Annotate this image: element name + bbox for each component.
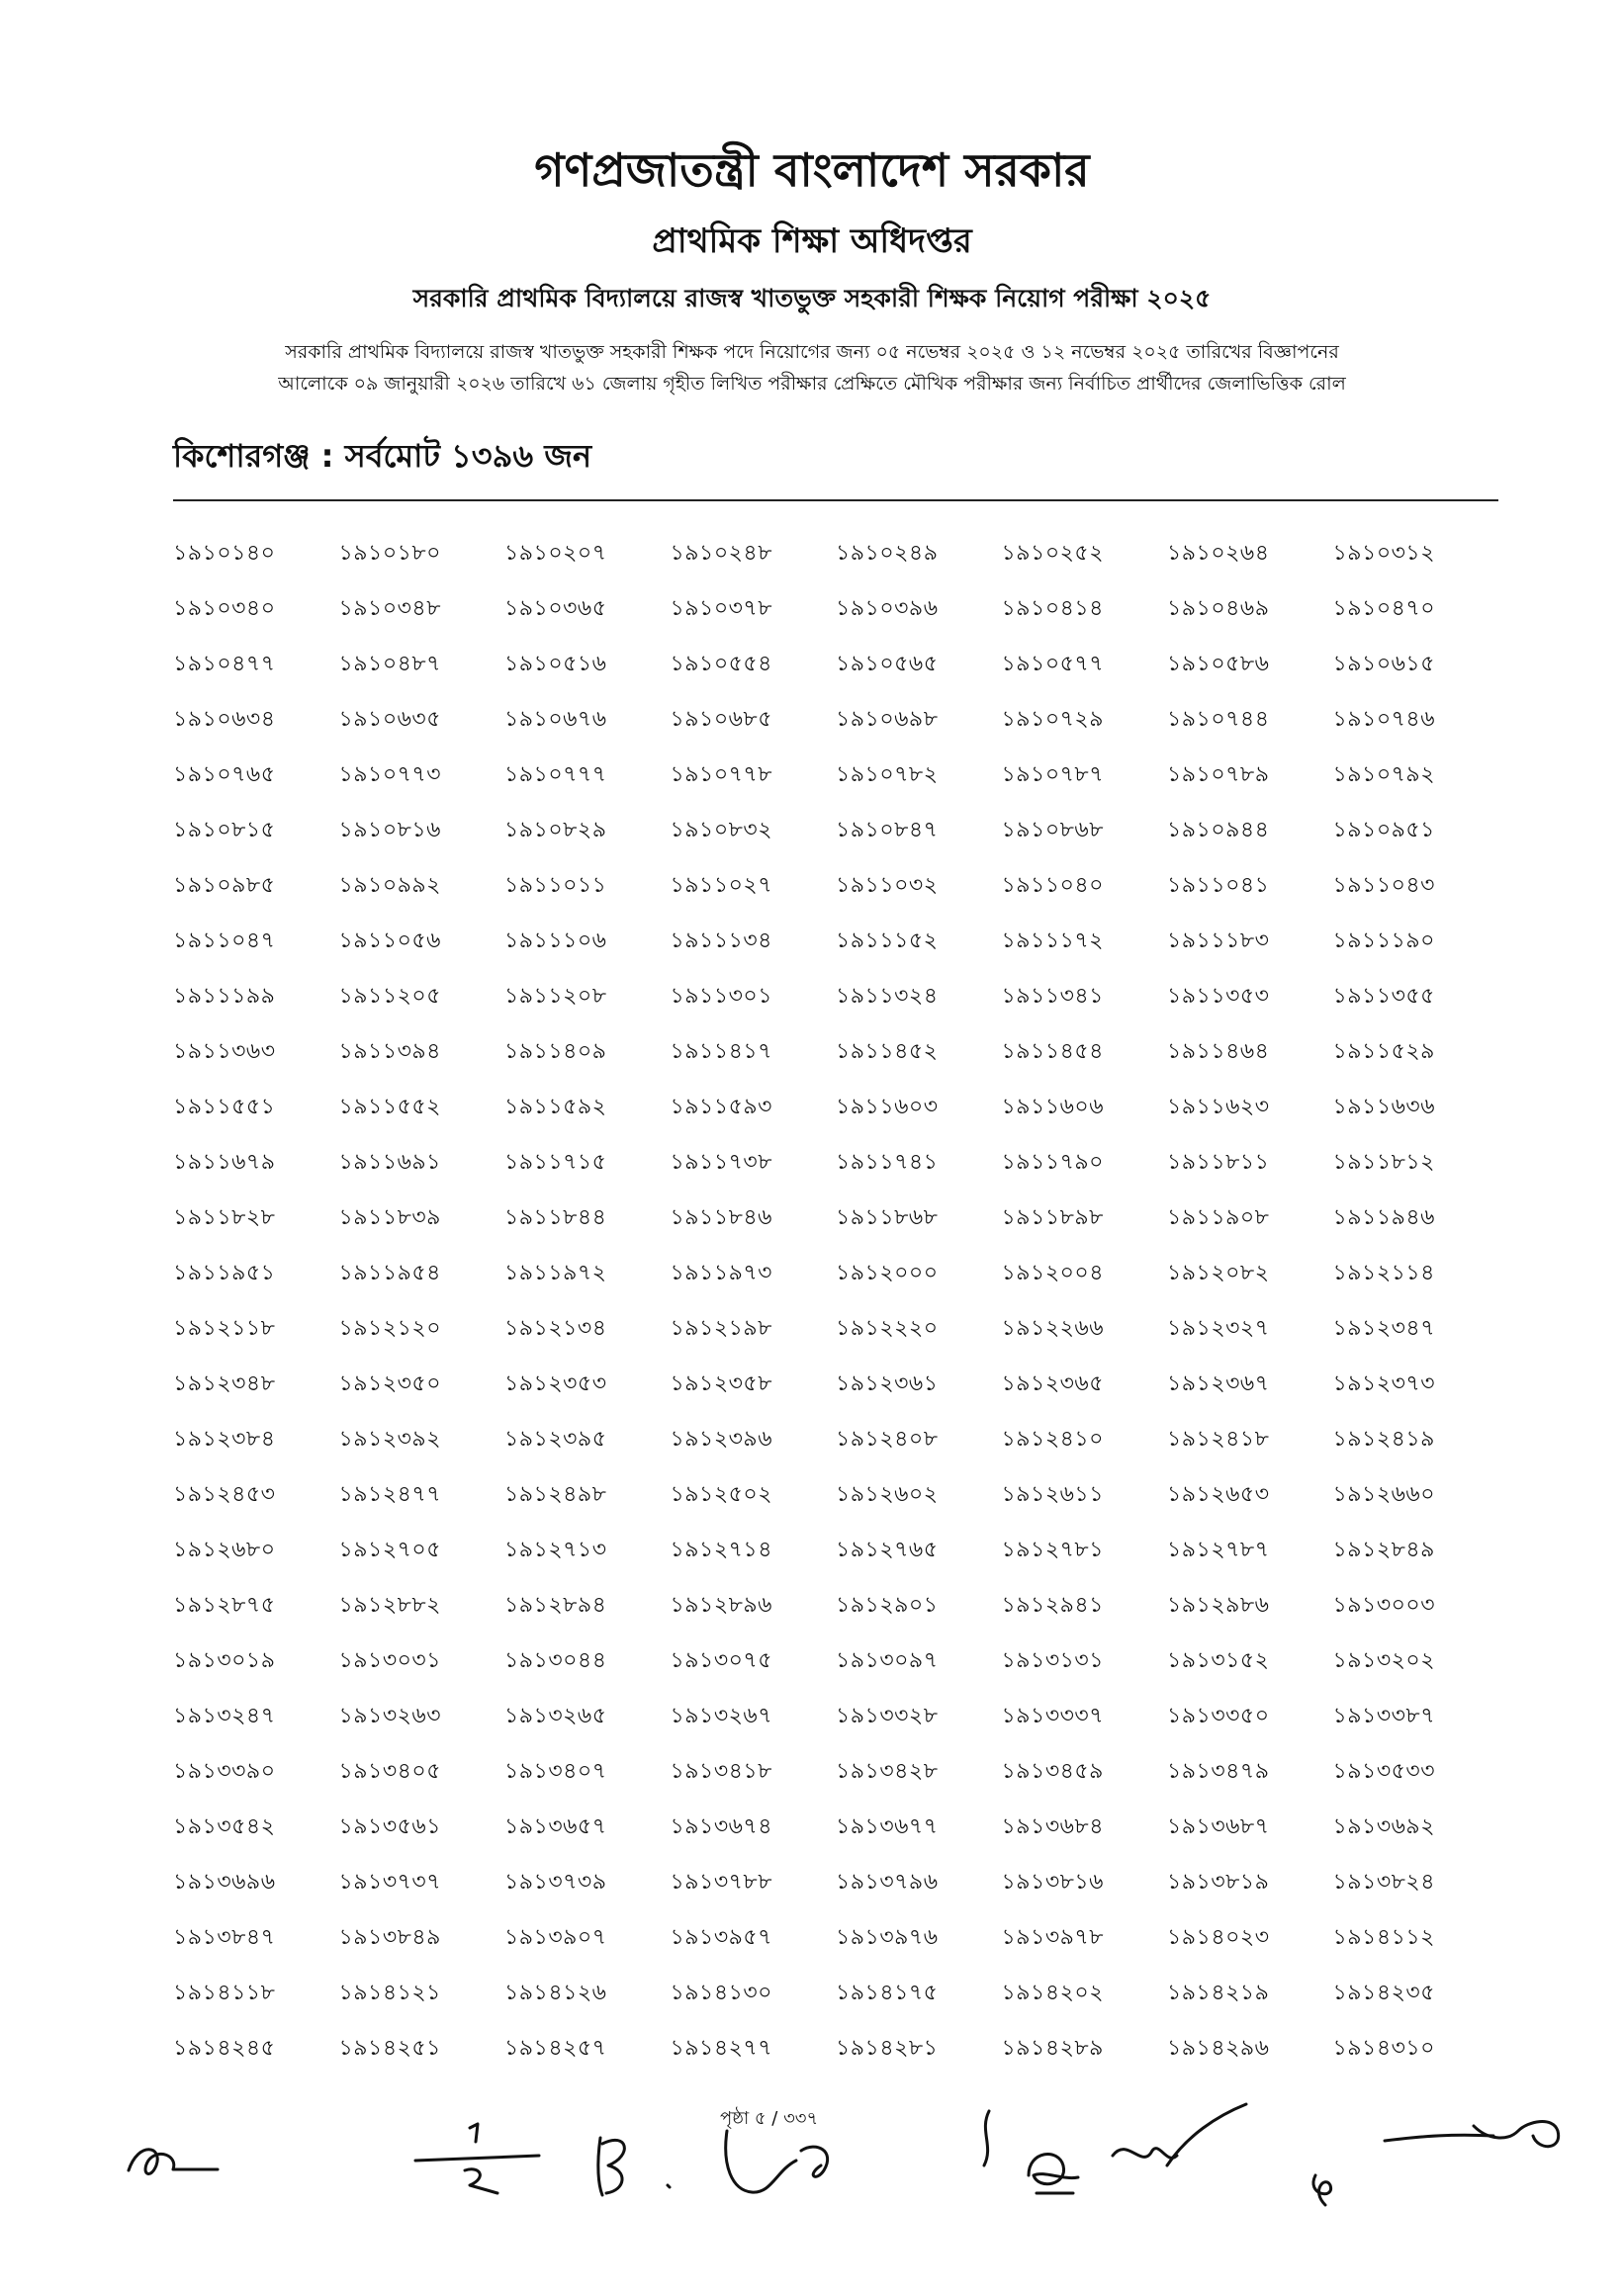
roll-number: ১৯১০১৪০ [173,541,276,566]
roll-number: ১৯১০৩৭৮ [670,596,773,621]
roll-number: ১৯১৩৭৩৯ [504,1870,607,1895]
roll-number: ১৯১২৩৭৩ [1332,1371,1436,1396]
roll-number: ১৯১২৬৫৩ [1167,1482,1270,1507]
roll-number: ১৯১৩৬৫৭ [504,1814,607,1839]
roll-number: ১৯১১৪০৯ [504,1039,607,1064]
roll-number: ১৯১৩০৩১ [338,1648,442,1673]
roll-number: ১৯১১১৯০ [1332,928,1435,953]
roll-number: ১৯১৪১৩০ [670,1981,772,2005]
roll-number: ১৯১৩৩৩৭ [1001,1704,1105,1728]
roll-number: ১৯১১৯৫১ [173,1261,276,1285]
roll-number: ১৯১১৬৯১ [338,1150,441,1175]
roll-number: ১৯১২৭০৫ [338,1538,442,1562]
roll-number: ১৯১৪১১২ [1332,1925,1435,1950]
roll-number: ১৯১২৫০২ [670,1482,773,1507]
roll-number: ১৯১২৭৮১ [1001,1538,1104,1562]
roll-number: ১৯১০৮৬৮ [1001,818,1104,842]
roll-number: ১৯১০৭৪৪ [1167,707,1270,732]
signature-6 [1019,2136,1088,2205]
roll-number: ১৯১১১৯৯ [173,984,276,1009]
roll-number: ১৯১৩৮১৬ [1001,1870,1104,1895]
roll-number: ১৯১১৫২৯ [1332,1039,1435,1064]
roll-number: ১৯১১৮১২ [1332,1150,1435,1175]
roll-number: ১৯১১৩৯৪ [338,1039,441,1064]
roll-number: ১৯১০৫৮৬ [1167,652,1270,676]
roll-number: ১৯১২৯৮৬ [1167,1593,1270,1618]
heading-divider [173,499,1498,501]
roll-number: ১৯১১৮২৮ [173,1205,276,1230]
roll-number: ১৯১৩৮৪৯ [338,1925,441,1950]
roll-number: ১৯১৩৭৩৭ [338,1870,442,1895]
roll-number: ১৯১২৩৮৪ [173,1427,276,1452]
roll-number: ১৯১২৩৯৬ [670,1427,773,1452]
roll-number: ১৯১২৮৮২ [338,1593,441,1618]
roll-number: ১৯১২০০০ [836,1261,939,1285]
roll-number: ১৯১৪২৮১ [836,2036,939,2061]
roll-number: ১৯১৩২০২ [1332,1648,1436,1673]
roll-number: ১৯১১৩৪১ [1001,984,1104,1009]
roll-number: ১৯১৪২৯৬ [1167,2036,1270,2061]
roll-number: ১৯১১৭১৫ [504,1150,607,1175]
roll-number: ১৯১১৯৪৬ [1332,1205,1435,1230]
roll-number: ১৯১০৭৮২ [836,762,939,787]
roll-number: ১৯১২৪১০ [1001,1427,1104,1452]
roll-number: ১৯১১০৪৩ [1332,873,1435,898]
roll-number: ১৯১৩৪০৫ [338,1759,441,1784]
roll-number: ১৯১২৩৫৮ [670,1371,772,1396]
roll-number: ১৯১০৭৭৩ [338,762,442,787]
roll-number: ১৯১২৩৪৭ [1332,1316,1436,1341]
roll-number: ১৯১৩১৫২ [1167,1648,1270,1673]
roll-number: ১৯১৩৫৪২ [173,1814,276,1839]
roll-number: ১৯১২১৩৪ [504,1316,607,1341]
roll-number: ১৯১২৪১৮ [1167,1427,1270,1452]
signature-4 [707,2121,865,2210]
roll-number: ১৯১২২২০ [836,1316,939,1341]
roll-number: ১৯১৪২৮৯ [1001,2036,1104,2061]
roll-number: ১৯১১৭৩৮ [670,1150,772,1175]
roll-number: ১৯১০৩৪৮ [338,596,441,621]
roll-number: ১৯১৩৮২৪ [1332,1870,1435,1895]
roll-number: ১৯১১১৭২ [1001,928,1104,953]
roll-number: ১৯১২৪৭৭ [338,1482,442,1507]
roll-number: ১৯১৩৩২৮ [836,1704,939,1728]
roll-number: ১৯১৩৬৭৭ [836,1814,939,1839]
roll-number: ১৯১২৪১৯ [1332,1427,1435,1452]
roll-number: ১৯১২৩৬৭ [1167,1371,1270,1396]
roll-number: ১৯১৩৭৮৮ [670,1870,772,1895]
roll-number: ১৯১০৯৯২ [338,873,441,898]
roll-number: ১৯১৪১২১ [338,1981,441,2005]
roll-number: ১৯১১৪১৭ [670,1039,772,1064]
roll-number: ১৯১৩৪১৮ [670,1759,772,1784]
roll-number: ১৯১২৩৯২ [338,1427,442,1452]
roll-number: ১৯১১৮৩৯ [338,1205,441,1230]
roll-number: ১৯১৪২৭৭ [670,2036,773,2061]
district-heading: কিশোরগঞ্জ : সর্বমোট ১৩৯৬ জন [173,437,592,475]
roll-number: ১৯১০৭৪৬ [1332,707,1436,732]
roll-number: ১৯১১৫৫২ [338,1095,441,1119]
roll-number: ১৯১০৪৭৭ [173,652,276,676]
roll-number: ১৯১৩৪২৮ [836,1759,939,1784]
roll-number: ১৯১৩৬৯৬ [173,1870,276,1895]
roll-number: ১৯১০৫৫৪ [670,652,772,676]
roll-number: ১৯১৩৮১৯ [1167,1870,1270,1895]
signature-8 [1286,2106,1582,2215]
roll-number: ১৯১১৯৫৪ [338,1261,441,1285]
roll-number: ১৯১১৯৭৩ [670,1261,772,1285]
roll-number: ১৯১০৩৬৫ [504,596,607,621]
roll-number: ১৯১২৬০২ [836,1482,939,1507]
roll-number: ১৯১০২৫২ [1001,541,1105,566]
roll-number: ১৯১২০৮২ [1167,1261,1270,1285]
roll-number: ১৯১২৭৮৭ [1167,1538,1270,1562]
roll-number: ১৯১০৭৮৯ [1167,762,1270,787]
roll-number: ১৯১১৮৪৪ [504,1205,607,1230]
roll-number: ১৯১১০৫৬ [338,928,441,953]
roll-number: ১৯১১০১১ [504,873,607,898]
roll-number: ১৯১১২০৫ [338,984,441,1009]
roll-number: ১৯১৩৪৭৯ [1167,1759,1270,1784]
roll-number: ১৯১৪২৪৫ [173,2036,276,2061]
roll-number: ১৯১০৬৮৫ [670,707,772,732]
roll-number: ১৯১৩৩৫০ [1167,1704,1270,1728]
roll-number: ১৯১৩৬৮৭ [1167,1814,1270,1839]
roll-number: ১৯১৩২৬৫ [504,1704,607,1728]
roll-number: ১৯১৩৯৭৮ [1001,1925,1104,1950]
roll-number: ১৯১৩৫৩৩ [1332,1759,1436,1784]
roll-number: ১৯১৩৩৮৭ [1332,1704,1436,1728]
roll-number: ১৯১১৮৬৮ [836,1205,939,1230]
roll-number: ১৯১০৯৪৪ [1167,818,1270,842]
roll-number: ১৯১০২৪৮ [670,541,772,566]
roll-number: ১৯১০৭২৯ [1001,707,1105,732]
roll-number: ১৯১৩০১৯ [173,1648,276,1673]
roll-number: ১৯১৩৭৯৬ [836,1870,939,1895]
roll-number: ১৯১১০২৭ [670,873,773,898]
roll-number: ১৯১৩৪০৭ [504,1759,607,1784]
roll-number: ১৯১০৪৭০ [1332,596,1436,621]
roll-number: ১৯১৩০০৩ [1332,1593,1436,1618]
roll-number: ১৯১২৮৪৯ [1332,1538,1435,1562]
roll-number: ১৯১০৮৩২ [670,818,773,842]
roll-number: ১৯১১১৩৪ [670,928,772,953]
roll-number: ১৯১২২৬৬ [1001,1316,1105,1341]
roll-number: ১৯১২৬৬০ [1332,1482,1436,1507]
roll-number: ১৯১৩২৬৩ [338,1704,442,1728]
roll-number: ১৯১০৬৩৫ [338,707,442,732]
roll-number: ১৯১০৪৬৯ [1167,596,1270,621]
roll-number: ১৯১৪১২৬ [504,1981,607,2005]
roll-number: ১৯১২৪৫৩ [173,1482,276,1507]
roll-number: ১৯১০৮৪৭ [836,818,939,842]
roll-number: ১৯১৩৮৪৭ [173,1925,276,1950]
roll-number: ১৯১১৪৫২ [836,1039,939,1064]
roll-number: ১৯১১৬৭৯ [173,1150,276,1175]
roll-number: ১৯১০৭৭৭ [504,762,607,787]
roll-number: ১৯১৩০৭৫ [670,1648,773,1673]
roll-number: ১৯১৩৬৯২ [1332,1814,1436,1839]
roll-number: ১৯১১৫৯৩ [670,1095,772,1119]
roll-number: ১৯১১৬০৩ [836,1095,939,1119]
roll-number: ১৯১১৪৬৪ [1167,1039,1270,1064]
roll-number: ১৯১১০৩২ [836,873,939,898]
roll-number: ১৯১০৩৪০ [173,596,276,621]
roll-number: ১৯১১৩৫৩ [1167,984,1270,1009]
signature-1 [119,2126,227,2195]
roll-number: ১৯১২৩৫০ [338,1371,442,1396]
roll-number: ১৯১০৬১৫ [1332,652,1435,676]
roll-number: ১৯১২৮৯৬ [670,1593,772,1618]
roll-number: ১৯১২৬১১ [1001,1482,1104,1507]
roll-number: ১৯১৩৬৮৪ [1001,1814,1104,1839]
roll-number: ১৯১১৭৯০ [1001,1150,1104,1175]
roll-number: ১৯১০৫১৬ [504,652,607,676]
roll-number: ১৯১২৮৯৪ [504,1593,607,1618]
roll-number: ১৯১৪১১৮ [173,1981,276,2005]
roll-number: ১৯১১৮৯৮ [1001,1205,1104,1230]
roll-number: ১৯১৩৫৬১ [338,1814,441,1839]
roll-number: ১৯১২৬৮০ [173,1538,276,1562]
notice-text [119,336,1505,399]
roll-number: ১৯১১৯৭২ [504,1261,607,1285]
roll-number: ১৯১৩০৯৭ [836,1648,939,1673]
roll-number: ১৯১৪০২৩ [1167,1925,1270,1950]
roll-number: ১৯১০১৮০ [338,541,441,566]
roll-number: ১৯১০৯৮৫ [173,873,276,898]
roll-number: ১৯১১৩০১ [670,984,772,1009]
roll-number: ১৯১১৯০৮ [1167,1205,1270,1230]
roll-number: ১৯১৩৯৫৭ [670,1925,772,1950]
roll-number: ১৯১০৩৯৬ [836,596,939,621]
roll-number: ১৯১১৮৪৬ [670,1205,772,1230]
roll-number: ১৯১৪১৭৫ [836,1981,939,2005]
notice-line-1: সরকারি প্রাথমিক বিদ্যালয়ে রাজস্ব খাতভুক্ত সহকারী শিক্ষক পদে নিয়োগের জন্য ০৫ নভেম্বর ২০২৫ ও ১২ নভেম্বর ২০২৫ তারিখের বিজ্ঞাপনের [285,341,1339,363]
roll-number: ১৯১৪২৩৫ [1332,1981,1435,2005]
roll-number: ১৯১০৫৭৭ [1001,652,1105,676]
roll-number: ১৯১৪২৫১ [338,2036,441,2061]
page-number: পৃষ্ঠা ৫ / ৩৩৭ [720,2108,819,2129]
roll-number: ১৯১১০৪১ [1167,873,1270,898]
roll-number: ১৯১৪৩১০ [1332,2036,1435,2061]
roll-number: ১৯১০৮১৫ [173,818,276,842]
roll-number: ১৯১১৮১১ [1167,1150,1270,1175]
roll-number: ১৯১০৮১৬ [338,818,441,842]
roll-number: ১৯১২৩৬৫ [1001,1371,1105,1396]
roll-number: ১৯১২১১৪ [1332,1261,1435,1285]
roll-number: ১৯১০৪৮৭ [338,652,441,676]
signature-7 [1098,2096,1266,2195]
roll-number: ১৯১২৩৯৫ [504,1427,607,1452]
roll-number: ১৯১২৩৪৮ [173,1371,276,1396]
roll-number: ১৯১২৮৭৫ [173,1593,276,1618]
roll-number: ১৯১৪২৫৭ [504,2036,607,2061]
roll-number: ১৯১৪২১৯ [1167,1981,1270,2005]
roll-number: ১৯১২১১৮ [173,1316,276,1341]
roll-number: ১৯১৩৪৫৯ [1001,1759,1104,1784]
roll-number: ১৯১০৬৯৮ [836,707,939,732]
roll-number: ১৯১০৫৬৫ [836,652,939,676]
roll-number: ১৯১১১০৬ [504,928,607,953]
roll-number: ১৯১৩১৩১ [1001,1648,1104,1673]
roll-number: ১৯১৩৯৭৬ [836,1925,939,1950]
signature-5 [964,2106,1014,2175]
roll-number: ১৯১২৯০১ [836,1593,939,1618]
roll-number: ১৯১৩৬৭৪ [670,1814,773,1839]
roll-number: ১৯১০২৪৯ [836,541,939,566]
roll-number: ১৯১২৩২৭ [1167,1316,1270,1341]
roll-number: ১৯১২৯৪১ [1001,1593,1104,1618]
roll-number: ১৯১০৭৮৭ [1001,762,1105,787]
roll-number: ১৯১১৩২৪ [836,984,939,1009]
roll-number: ১৯১০৭৯২ [1332,762,1436,787]
roll-number: ১৯১১০৪০ [1001,873,1104,898]
roll-number: ১৯১২৪০৮ [836,1427,939,1452]
roll-number: ১৯১৩০৪৪ [504,1648,607,1673]
signature-3 [588,2126,697,2205]
roll-number: ১৯১১৫৫১ [173,1095,276,1119]
roll-number: ১৯১০৯৫১ [1332,818,1435,842]
roll-number: ১৯১২১২০ [338,1316,442,1341]
roll-number: ১৯১০৪১৪ [1001,596,1104,621]
roll-number: ১৯১১৫৯২ [504,1095,607,1119]
government-title: গণপ্রজাতন্ত্রী বাংলাদেশ সরকার [534,143,1090,197]
roll-number: ১৯১২৩৬১ [836,1371,939,1396]
roll-number: ১৯১১৩৫৫ [1332,984,1435,1009]
roll-number: ১৯১১৭৪১ [836,1150,939,1175]
roll-number: ১৯১২০০৪ [1001,1261,1105,1285]
roll-number: ১৯১১৬৩৬ [1332,1095,1436,1119]
roll-number: ১৯১২৩৫৩ [504,1371,607,1396]
roll-number: ১৯১১১৫২ [836,928,939,953]
notice-line-2: আলোকে ০৯ জানুয়ারী ২০২৬ তারিখে ৬১ জেলায় গৃহীত লিখিত পরীক্ষার প্রেক্ষিতে মৌখিক পরীক্ষার জন্য নির্বাচিত প্রার্থীদের জেলাভিত্তিক রোল [278,373,1346,395]
directorate-title: প্রাথমিক শিক্ষা অধিদপ্তর [652,221,972,261]
roll-number: ১৯১০৬৩৪ [173,707,276,732]
roll-number: ১৯১১৩৬৩ [173,1039,276,1064]
roll-number: ১৯১১২০৮ [504,984,607,1009]
roll-number: ১৯১৩৯০৭ [504,1925,607,1950]
roll-number: ১৯১১০৪৭ [173,928,276,953]
roll-number: ১৯১০২০৭ [504,541,607,566]
roll-number: ১৯১২৪৯৮ [504,1482,607,1507]
roll-number: ১৯১০৭৭৮ [670,762,773,787]
roll-number: ১৯১৩২৬৭ [670,1704,773,1728]
roll-number: ১৯১০৬৭৬ [504,707,607,732]
roll-number: ১৯১২১৯৮ [670,1316,772,1341]
roll-number: ১৯১২৭১৪ [670,1538,772,1562]
roll-number: ১৯১১১৮৩ [1167,928,1270,953]
roll-number: ১৯১১৪৫৪ [1001,1039,1104,1064]
roll-number: ১৯১১৬২৩ [1167,1095,1270,1119]
roll-number: ১৯১০৭৬৫ [173,762,276,787]
roll-number: ১৯১৩২৪৭ [173,1704,276,1728]
exam-title: সরকারি প্রাথমিক বিদ্যালয়ে রাজস্ব খাতভুক্ত সহকারী শিক্ষক নিয়োগ পরীক্ষা ২০২৫ [412,284,1212,312]
roll-number: ১৯১১৬০৬ [1001,1095,1105,1119]
roll-number: ১৯১২৭১৩ [504,1538,607,1562]
roll-number: ১৯১০২৬৪ [1167,541,1270,566]
roll-number-grid [173,532,1498,2082]
roll-number: ১৯১২৭৬৫ [836,1538,939,1562]
roll-number: ১৯১৩৩৯০ [173,1759,276,1784]
roll-number: ১৯১৪২০২ [1001,1981,1105,2005]
roll-number: ১৯১০৩১২ [1332,541,1436,566]
signature-2 [410,2116,549,2205]
roll-number: ১৯১০৮২৯ [504,818,607,842]
